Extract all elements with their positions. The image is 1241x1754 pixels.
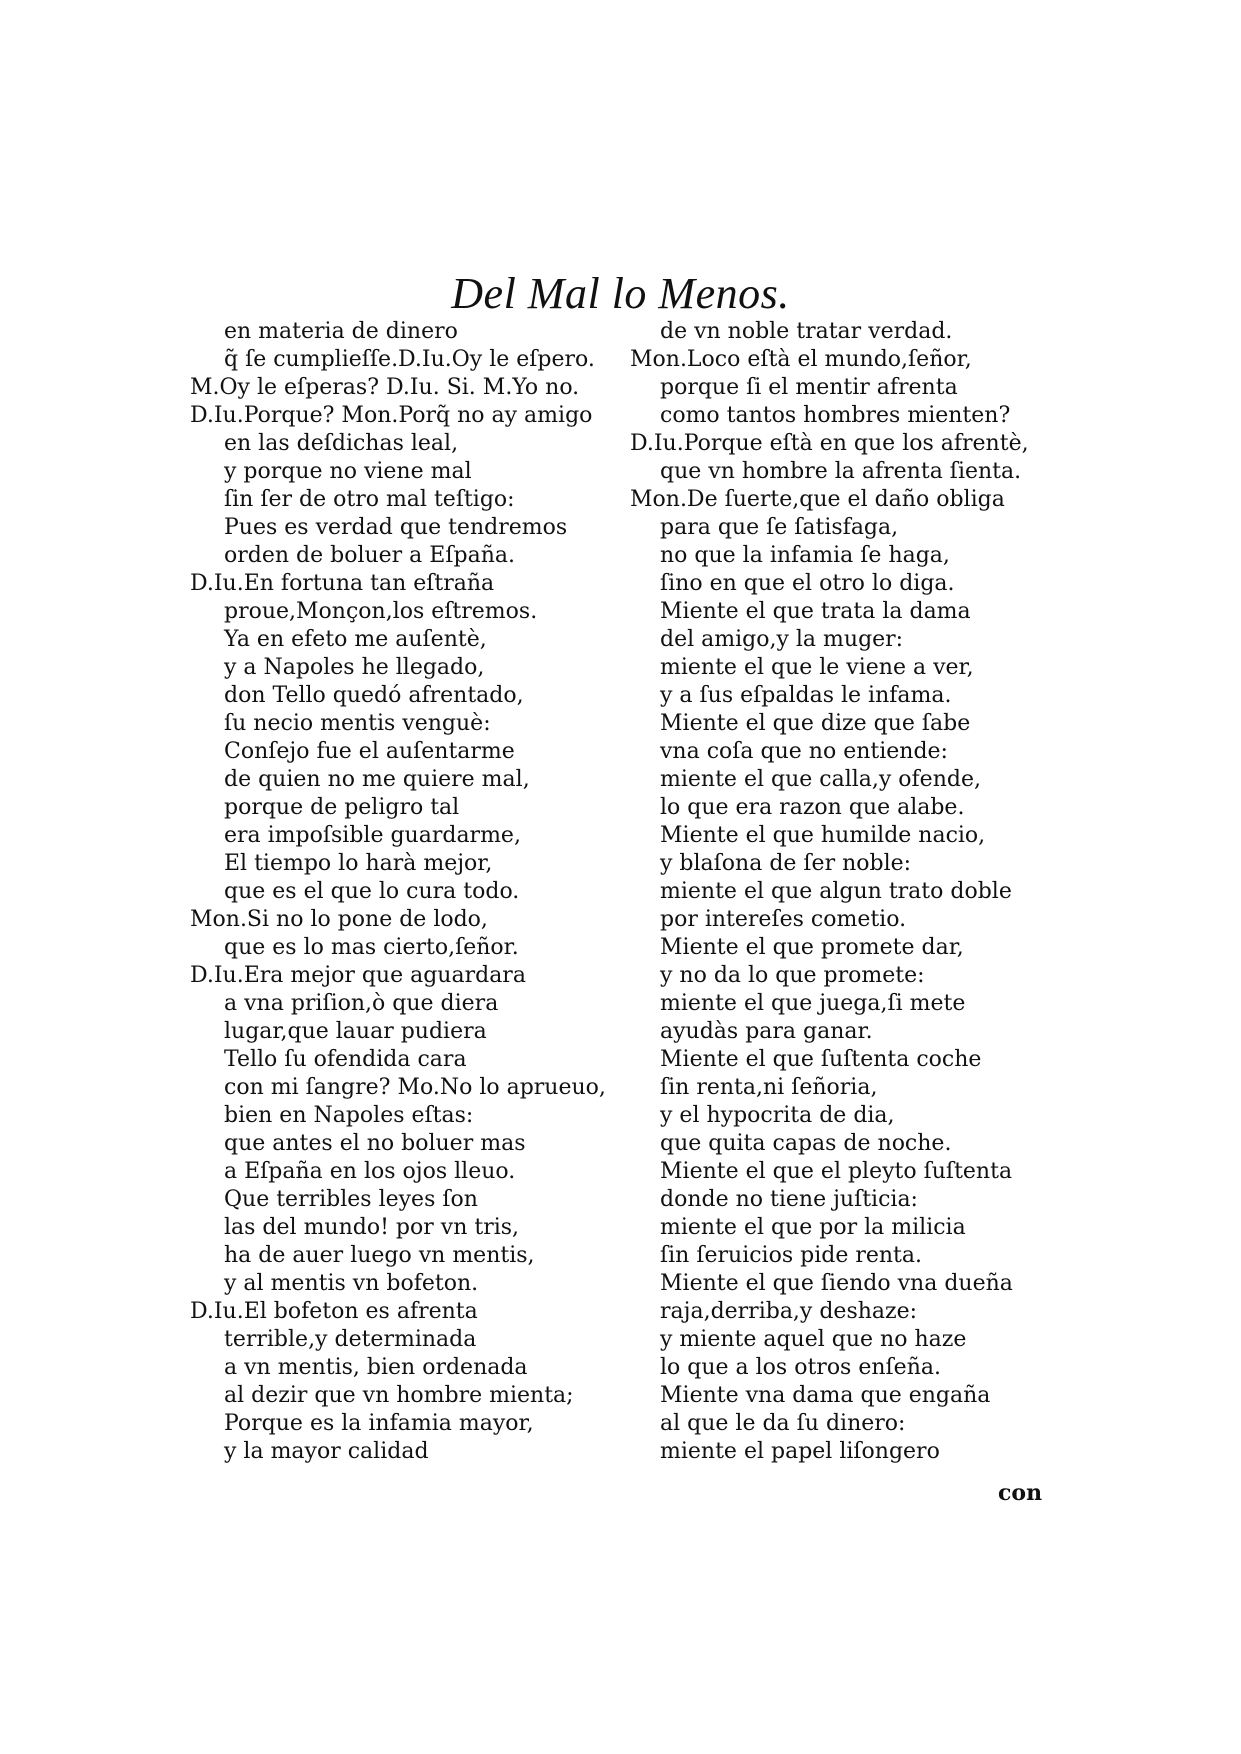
verse-line: terrible,y determinada — [224, 1327, 477, 1352]
left-verse-column — [190, 318, 610, 1466]
verse-line: era impoſsible guardarme, — [224, 823, 521, 848]
verse-line: Mon.Loco eſtà el mundo,ſeñor, — [630, 347, 972, 372]
verse-line: D.Iu.Era mejor que aguardara — [190, 963, 526, 988]
verse-line: al que le da ſu dinero: — [660, 1411, 906, 1436]
verse-line: D.Iu.Porque eſtà en que los afrentè, — [630, 431, 1029, 456]
verse-line: don Tello quedó afrentado, — [224, 683, 524, 708]
catchword: con — [998, 1480, 1043, 1506]
verse-line: ſino en que el otro lo diga. — [660, 571, 955, 596]
verse-line: por intereſes cometio. — [660, 907, 907, 932]
verse-line: y blaſona de ſer noble: — [660, 851, 912, 876]
verse-line: en materia de dinero — [224, 319, 458, 344]
verse-line: las del mundo! por vn tris, — [224, 1215, 520, 1240]
page-title: Del Mal lo Menos. — [451, 269, 790, 318]
verse-line: ſu necio mentis venguè: — [224, 711, 491, 736]
verse-line: que antes el no boluer mas — [224, 1131, 526, 1156]
verse-line: y porque no viene mal — [224, 459, 472, 484]
verse-line: D.Iu.El bofeton es afrenta — [190, 1299, 478, 1324]
verse-line: Miente el que dize que ſabe — [660, 711, 971, 736]
verse-line: que quita capas de noche. — [660, 1131, 952, 1156]
verse-line: y al mentis vn bofeton. — [224, 1271, 479, 1296]
verse-line: Miente el que trata la dama — [660, 599, 971, 624]
verse-line: que vn hombre la afrenta ſienta. — [660, 459, 1022, 484]
verse-line: y la mayor calidad — [224, 1439, 429, 1464]
verse-line: y a Napoles he llegado, — [224, 655, 485, 680]
verse-line: El tiempo lo harà mejor, — [224, 851, 493, 876]
verse-line: en las deſdichas leal, — [224, 431, 459, 456]
verse-line: y a ſus eſpaldas le infama. — [660, 683, 952, 708]
verse-line: Porque es la infamia mayor, — [224, 1411, 534, 1436]
verse-line: Miente el que ſiendo vna dueña — [660, 1271, 1013, 1296]
verse-line: ſin renta,ni ſeñoria, — [660, 1075, 878, 1100]
verse-line: D.Iu.En fortuna tan eſtraña — [190, 571, 495, 596]
verse-line: bien en Napoles eſtas: — [224, 1103, 474, 1128]
verse-line: porque ſi el mentir afrenta — [660, 375, 958, 400]
verse-line: q̃ ſe cumplieſſe.D.Iu.Oy le eſpero. — [224, 347, 595, 372]
verse-line: al dezir que vn hombre mienta; — [224, 1383, 574, 1408]
verse-line: del amigo,y la muger: — [660, 627, 904, 652]
verse-line: que es lo mas cierto,ſeñor. — [224, 935, 519, 960]
verse-line: ſin ſer de otro mal teſtigo: — [224, 487, 515, 512]
verse-line: miente el que le viene a ver, — [660, 655, 974, 680]
verse-line: miente el que juega,ſi mete — [660, 991, 966, 1016]
verse-line: vna coſa que no entiende: — [660, 739, 948, 764]
verse-line: que es el que lo cura todo. — [224, 879, 520, 904]
verse-line: miente el que algun trato doble — [660, 879, 1012, 904]
verse-line: donde no tiene juſticia: — [660, 1187, 918, 1212]
verse-line: Miente vna dama que engaña — [660, 1383, 991, 1408]
verse-line: ha de auer luego vn mentis, — [224, 1243, 535, 1268]
verse-line: a vn mentis, bien ordenada — [224, 1355, 528, 1380]
verse-line: a vna priſion,ò que diera — [224, 991, 499, 1016]
verse-line: Pues es verdad que tendremos — [224, 515, 568, 540]
verse-line: orden de boluer a Eſpaña. — [224, 543, 515, 568]
verse-line: Mon.De ſuerte,que el daño obliga — [630, 487, 1005, 512]
verse-line: lo que a los otros enſeña. — [660, 1355, 941, 1380]
verse-line: como tantos hombres mienten? — [660, 403, 1011, 428]
verse-line: proue,Monçon,los eſtremos. — [224, 599, 538, 624]
verse-line: ſin ſeruicios pide renta. — [660, 1243, 922, 1268]
verse-line: de vn noble tratar verdad. — [660, 319, 953, 344]
verse-line: y miente aquel que no haze — [660, 1327, 967, 1352]
verse-line: Conſejo fue el auſentarme — [224, 739, 515, 764]
verse-line: con mi ſangre? Mo.No lo aprueuo, — [224, 1075, 606, 1100]
verse-line: Miente el que ſuſtenta coche — [660, 1047, 982, 1072]
verse-line: Mon.Si no lo pone de lodo, — [190, 907, 488, 932]
verse-line: lo que era razon que alabe. — [660, 795, 965, 820]
verse-line: M.Oy le eſperas? D.Iu. Si. M.Yo no. — [190, 375, 580, 400]
verse-line: porque de peligro tal — [224, 795, 460, 820]
verse-line: a Eſpaña en los ojos lleuo. — [224, 1159, 516, 1184]
verse-line: Miente el que humilde nacio, — [660, 823, 986, 848]
verse-line: D.Iu.Porque? Mon.Porq̃ no ay amigo — [190, 403, 593, 428]
verse-line: Tello ſu ofendida cara — [224, 1047, 467, 1072]
verse-line: ayudàs para ganar. — [660, 1019, 873, 1044]
verse-line: Que terribles leyes ſon — [224, 1187, 478, 1212]
right-verse-column — [630, 318, 1050, 1466]
verse-line: y el hypocrita de dia, — [660, 1103, 895, 1128]
verse-line: Miente el que el pleyto ſuſtenta — [660, 1159, 1013, 1184]
verse-line: Ya en efeto me auſentè, — [224, 627, 487, 652]
verse-line: Miente el que promete dar, — [660, 935, 964, 960]
verse-line: raja,derriba,y deshaze: — [660, 1299, 918, 1324]
verse-line: de quien no me quiere mal, — [224, 767, 530, 792]
verse-line: no que la infamia ſe haga, — [660, 543, 950, 568]
verse-line: lugar,que lauar pudiera — [224, 1019, 487, 1044]
verse-line: miente el que por la milicia — [660, 1215, 966, 1240]
verse-line: miente el papel liſongero — [660, 1439, 940, 1464]
verse-line: y no da lo que promete: — [660, 963, 925, 988]
verse-line: para que ſe ſatisfaga, — [660, 515, 899, 540]
verse-line: miente el que calla,y ofende, — [660, 767, 981, 792]
